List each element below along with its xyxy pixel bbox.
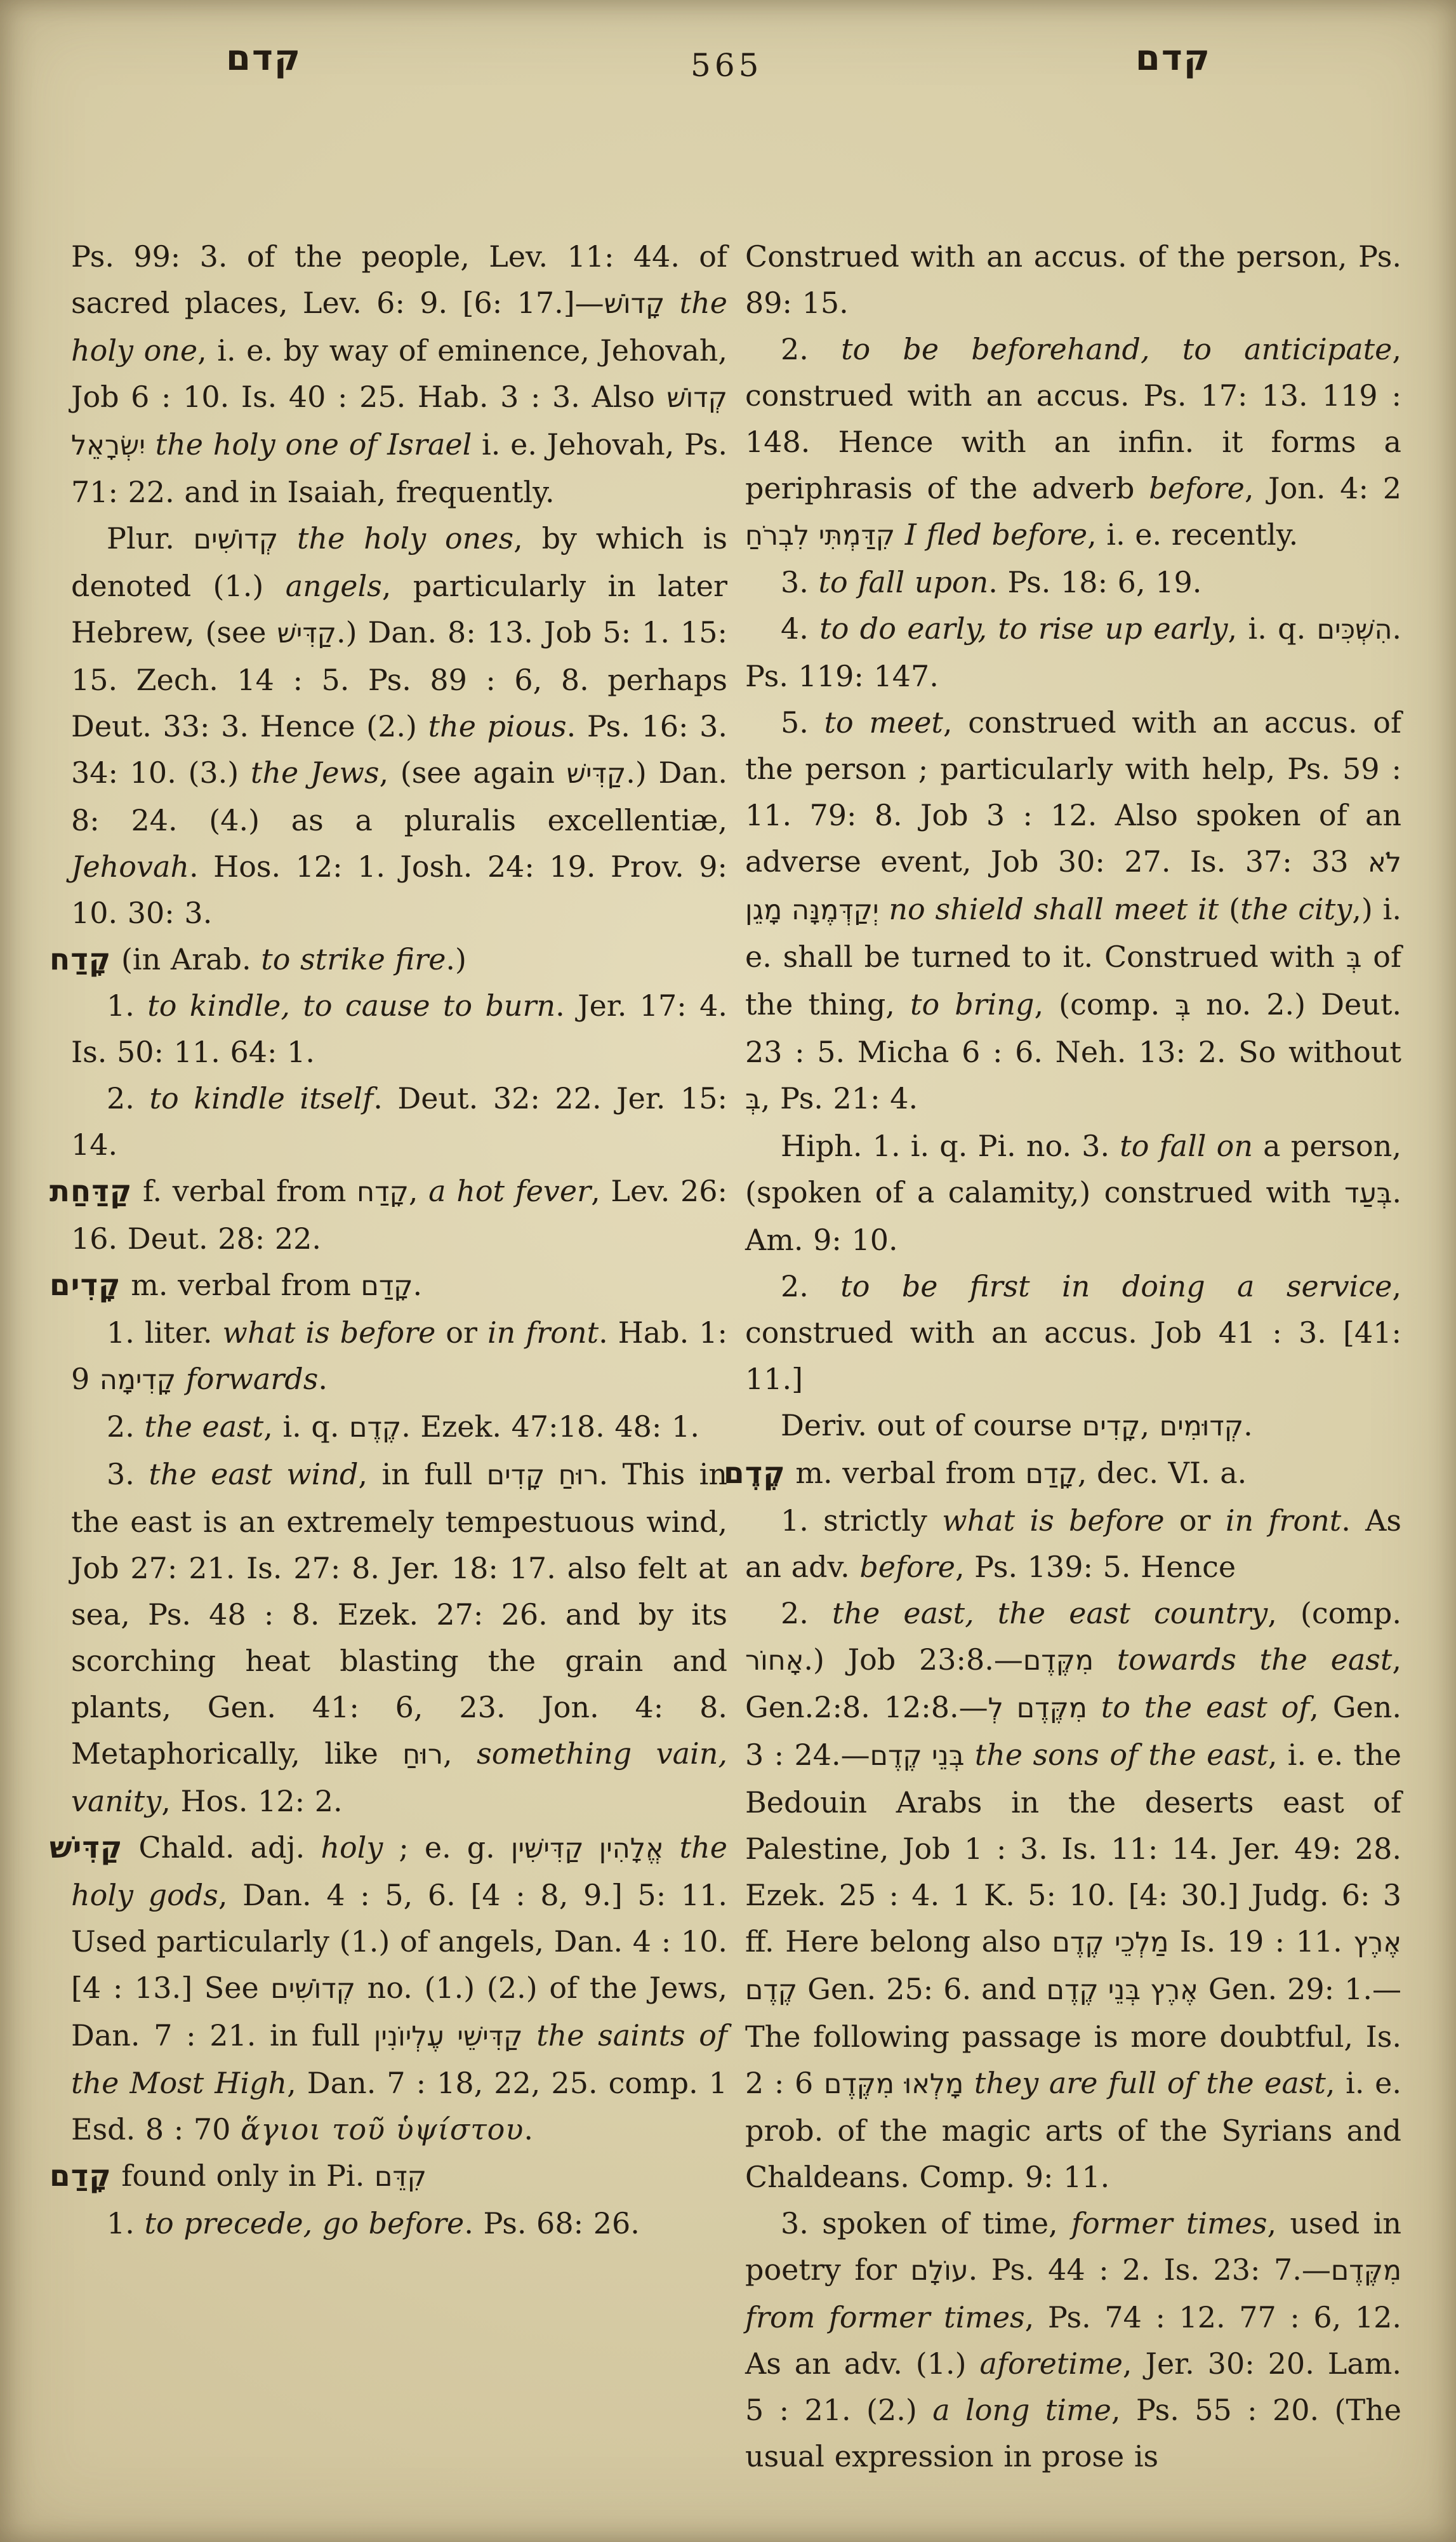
italic-gloss: the holy one of Israel	[145, 427, 472, 462]
text-run: Plur.	[107, 521, 194, 556]
sense-hiphil-2	[745, 1263, 1401, 1402]
italic-gloss: the Jews	[250, 755, 380, 790]
entry-qadam	[50, 2153, 727, 2200]
italic-gloss: the holy ones	[278, 521, 514, 556]
text-run: , (comp.	[1267, 1596, 1401, 1630]
text-run: Deriv. out of course	[781, 1408, 1082, 1442]
sense-1-qadam	[71, 2200, 727, 2247]
text-run: 2.	[781, 332, 842, 366]
text-run: , Ps. 55 : 20. (The usual expression in prose is	[745, 2393, 1402, 2473]
text-run: , Hos. 12: 2.	[161, 1784, 343, 1818]
hebrew-text: קֶדֶם	[349, 1412, 402, 1444]
text-run: 3. spoken of time,	[781, 2206, 1071, 2240]
hebrew-text: בְּ	[1175, 990, 1191, 1021]
sense-2-qadim	[71, 1404, 727, 1451]
sense-4-qadam	[745, 606, 1401, 700]
italic-gloss: to meet	[824, 705, 943, 740]
text-run: 1.	[107, 988, 148, 1023]
text-run: . Ezek. 47:18. 48: 1.	[401, 1409, 699, 1444]
text-run: . Ps. 68: 26.	[464, 2206, 640, 2240]
italic-gloss: towards the east	[1094, 1642, 1393, 1677]
text-run: , Gen. 3 : 24.—	[745, 1690, 1401, 1772]
sense-3-qadim	[71, 1451, 727, 1825]
italic-gloss: the city	[1240, 892, 1353, 926]
hebrew-text: קְדוֹשִׁים	[270, 1973, 356, 2005]
text-run: . Jer. 17: 4. Is. 50: 11. 64: 1.	[71, 988, 727, 1069]
hebrew-text: אֶרֶץ בְּנֵי קֶדֶם	[1046, 1974, 1198, 2006]
text-run: a person, (spoken of a calamity,) construed with	[745, 1129, 1401, 1209]
text-run: no. 2.) Deut. 23 : 5. Micha 6 : 6. Neh. 13: 2. So without	[745, 987, 1401, 1069]
italic-gloss: to be first in doing a service	[840, 1269, 1393, 1303]
entry-qaddish	[50, 1825, 727, 2153]
hebrew-text: מִקֶּדֶם	[1330, 2255, 1401, 2287]
text-run: Gen. 25: 6. and	[797, 1972, 1047, 2006]
hebrew-text: רוּחַ	[402, 1739, 444, 1771]
text-run: 2.	[107, 1081, 150, 1115]
page-number: 565	[691, 47, 763, 84]
text-run: , Ps. 74 : 12. 77 : 6, 12. As an adv. (1.)	[745, 2300, 1401, 2381]
text-run: ,	[408, 1174, 429, 1208]
hebrew-text: קָדִים	[1082, 1411, 1141, 1442]
italic-gloss: former times	[1071, 2206, 1267, 2240]
text-run: , i. q.	[263, 1409, 350, 1444]
sense-1-qedem	[745, 1498, 1401, 1590]
text-run: , construed with an accus. Job 41 : 3. [41: 11.]	[745, 1269, 1401, 1396]
greek-text: ἅγιοι τοῦ ὑψίστου	[241, 2112, 524, 2146]
text-run: . Ps. 16: 3. 34: 10. (3.)	[71, 709, 727, 790]
entry-qedem	[724, 1450, 1401, 1498]
text-run: Is. 19 : 11.	[1168, 1924, 1354, 1959]
text-run: , i. e. prob. of the magic arts of the Syrians and Chaldeans. Comp. 9: 11.	[745, 2066, 1401, 2194]
italic-gloss: in front	[487, 1315, 599, 1350]
hebrew-text: קָדִימָה	[99, 1364, 176, 1396]
italic-gloss: to precede, go before	[144, 2206, 465, 2240]
hebrew-text: קִדֵּם	[374, 2161, 427, 2193]
italic-gloss: no shield shall meet it	[878, 892, 1219, 926]
entry-continuation-qadosh	[71, 234, 727, 516]
sense-3-qadam	[745, 559, 1401, 606]
running-header	[0, 0, 1456, 152]
italic-gloss: the east	[144, 1409, 264, 1444]
entry-qaddachat	[50, 1168, 728, 1262]
hebrew-text: מָלְאוּ מִקֶּדֶם	[823, 2068, 964, 2100]
text-run: , Ps. 21: 4.	[760, 1081, 918, 1115]
hebrew-text: בְּעַד	[1344, 1178, 1393, 1209]
text-run: , in full	[358, 1457, 487, 1491]
hebrew-text: הִשְׁכִּים	[1316, 614, 1393, 646]
italic-gloss: to kindle itself	[149, 1081, 374, 1115]
sense-plural-qedoshim	[71, 516, 727, 936]
hebrew-text: בְּ	[745, 1084, 761, 1115]
text-run: m. verbal from	[785, 1456, 1026, 1490]
italic-gloss: from former times	[745, 2300, 1025, 2334]
text-run: .	[524, 2112, 533, 2146]
text-run: .)	[446, 942, 467, 976]
text-run: , Ps. 139: 5. Hence	[955, 1550, 1236, 1584]
italic-gloss: to the east of	[1087, 1690, 1310, 1724]
italic-gloss: to kindle, to cause to burn	[147, 988, 556, 1023]
text-run: .) Job 23:8.—	[804, 1642, 1023, 1677]
text-run: Construed with an accus. of the person, Ps. 89: 15.	[745, 239, 1401, 320]
italic-gloss: they are full of the east	[963, 2066, 1326, 2100]
hebrew-text: בְּ	[1346, 942, 1362, 974]
text-run: , i. e. recently.	[1087, 517, 1299, 552]
text-run: i. e. Jehovah, Ps. 71: 22. and in Isaiah, frequently.	[71, 427, 727, 509]
italic-gloss: to do early, to rise up early	[819, 611, 1228, 646]
hebrew-text: קְדוֹשׁ יִשְׂרָאֵל	[71, 382, 727, 462]
italic-gloss: to be beforehand, to anticipate	[841, 332, 1393, 366]
hebrew-text: עוֹלָם	[910, 2255, 969, 2287]
sense-hiphil-1	[745, 1123, 1401, 1263]
text-run: , i. q.	[1228, 611, 1317, 646]
italic-gloss: a hot fever	[428, 1174, 592, 1208]
text-run: 1. liter.	[107, 1315, 223, 1350]
hebrew-text: קֶדֶם	[724, 1456, 786, 1491]
sense-3-qedem	[745, 2200, 1401, 2480]
text-run	[176, 1362, 186, 1396]
italic-gloss: to fall upon	[818, 565, 989, 599]
italic-gloss: to fall on	[1120, 1129, 1254, 1163]
italic-gloss: angels	[285, 569, 382, 603]
text-columns	[0, 234, 1456, 2480]
entry-continuation-qadam	[745, 234, 1401, 326]
hebrew-text: קָדַח	[50, 942, 112, 977]
text-run: ,	[1140, 1408, 1160, 1442]
text-run: , by which is denoted (1.)	[71, 521, 728, 603]
sense-2-qadach	[71, 1075, 727, 1168]
text-run: 5.	[781, 705, 824, 740]
text-run: (	[1219, 892, 1241, 926]
sense-1-qadim	[71, 1310, 727, 1404]
text-run: , i. e. by way of eminence, Jehovah, Job 6 : 10. Is. 40 : 25. Hab. 3 : 3. Also	[71, 333, 728, 414]
entry-qadim	[50, 1262, 727, 1310]
text-run: of the thing,	[745, 940, 1402, 1021]
text-run: , dec. VI. a.	[1077, 1456, 1247, 1490]
text-run: Gen. 29: 1.—The following passage is more doubtful, Is. 2 : 6	[745, 1972, 1401, 2100]
text-run: , (comp.	[1034, 987, 1175, 1021]
text-run: , Jon. 4: 2	[1244, 471, 1402, 505]
sense-1-qadach	[71, 983, 727, 1075]
running-head-right: קדם	[1135, 37, 1211, 79]
italic-gloss: to strike fire	[261, 942, 446, 976]
italic-gloss: the pious	[428, 709, 567, 743]
text-run: 2.	[781, 1269, 841, 1303]
hebrew-text: מַלְכֵי קֶדֶם	[1052, 1927, 1169, 1959]
hebrew-text: קַדִּישׁ	[50, 1830, 123, 1865]
text-run: or	[1164, 1503, 1226, 1538]
sense-2-qedem	[745, 1590, 1401, 2200]
hebrew-text: קָדוֹשׁ	[604, 288, 665, 320]
hebrew-text: קְדוּמִים	[1159, 1411, 1244, 1442]
hebrew-text: קָדַם	[361, 1270, 413, 1302]
italic-gloss: what is before	[942, 1503, 1165, 1538]
italic-gloss: I fled before	[895, 517, 1088, 552]
italic-gloss: to bring	[910, 987, 1035, 1021]
text-run: 1. strictly	[781, 1503, 943, 1538]
text-run: 3.	[781, 565, 819, 599]
text-run: . Ps. 44 : 2. Is. 23: 7.—	[968, 2253, 1331, 2287]
text-run: 3.	[107, 1457, 149, 1491]
text-run: , i. e. the Bedouin Arabs in the deserts east of Palestine, Job 1 : 3. Is. 11: 14. Jer. 49: 28. Ezek. 25 : 4. 1 K. 5: 10. [4: 30.] Judg. 6: 3 ff. Here belong also	[745, 1738, 1401, 1959]
text-run: no. (1.) (2.) of the Jews, Dan. 7 : 21. in full	[71, 1971, 727, 2053]
italic-gloss: forwards	[185, 1362, 319, 1396]
hebrew-text: אָחוֹר	[745, 1645, 804, 1677]
italic-gloss: what is before	[222, 1315, 436, 1350]
italic-gloss: something vain, vanity	[71, 1736, 727, 1818]
text-run: , construed with an accus. Ps. 17: 13. 119 : 148. Hence with an infin. it forms a periphrasis of the adverb	[745, 332, 1402, 505]
italic-gloss: the saints of the Most High	[71, 2018, 727, 2100]
hebrew-text: קְדוֹשִׁים	[193, 524, 279, 556]
text-run: , construed with an accus. of the person ; particularly with help, Ps. 59 : 11. 79: 8. Job 3 : 12. Also spoken of an adverse event, Job 30: 27. Is. 37: 33	[745, 705, 1401, 879]
hebrew-text: קָדַם	[50, 2159, 112, 2193]
hebrew-text: קָדִים	[50, 1268, 121, 1303]
text-run: (in Arab.	[111, 942, 261, 976]
text-run: . Hos. 12: 1. Josh. 24: 19. Prov. 9: 10. 30: 3.	[71, 849, 727, 930]
hebrew-text: קַדַּחַת	[50, 1174, 133, 1209]
italic-gloss: the east, the east country	[831, 1596, 1268, 1630]
hebrew-text: קִדַּמְתִּי לִבְרֹחַ	[745, 520, 896, 552]
text-run: .) Dan. 8: 24. (4.) as a pluralis excellentiæ,	[71, 755, 727, 837]
text-run: Ps. 99: 3. of the people, Lev. 11: 44. of sacred places, Lev. 6: 9. [6: 17.]—	[71, 239, 727, 320]
left-column	[50, 234, 728, 2480]
text-run: .	[1243, 1408, 1253, 1442]
italic-gloss: aforetime	[979, 2346, 1123, 2381]
italic-gloss: in front	[1225, 1503, 1342, 1538]
text-run: m. verbal from	[121, 1268, 361, 1302]
text-run: , (see again	[379, 755, 567, 790]
text-run: .) Dan. 8: 13. Job 5: 1. 15: 15. Zech. 14 : 5. Ps. 89 : 6, 8. perhaps Deut. 33: 3. Hence (2.)	[71, 615, 727, 743]
hebrew-text: לֹא יְקַדְּמֶנָּה מָגֵן	[745, 847, 1401, 926]
italic-gloss: before	[1149, 471, 1245, 505]
text-run: . As an adv.	[745, 1503, 1401, 1584]
text-run: Chald. adj.	[122, 1830, 321, 1865]
text-run: Hiph. 1. i. q. Pi. no. 3.	[781, 1129, 1120, 1163]
text-run: . Hab. 1: 9	[71, 1315, 728, 1396]
text-run: . This in the east is an extremely tempestuous wind, Job 27: 21. Is. 27: 8. Jer. 18: 17. also felt at sea, Ps. 48 : 8. Ezek. 27: 26. and by its scorching heat blasting the grain and plants, Gen. 41: 6, 23. Jon. 4: 8. Metaphorically, like	[71, 1457, 727, 1771]
text-run: .	[318, 1362, 328, 1396]
text-run: ; e. g.	[383, 1830, 511, 1865]
text-run: 2.	[781, 1596, 832, 1630]
sense-5-qadam	[745, 700, 1401, 1123]
hebrew-text: קַדִּישׁ	[277, 618, 337, 649]
entry-qadach	[50, 936, 727, 983]
text-run: , Gen.2:8. 12:8.—	[745, 1642, 1401, 1724]
text-run: . Ps. 18: 6, 19.	[988, 565, 1202, 599]
text-run: , Dan. 7 : 18, 22, 25. comp. 1 Esd. 8 : 70	[71, 2066, 727, 2146]
text-run: 4.	[781, 611, 820, 646]
text-run: .	[413, 1268, 423, 1302]
text-run: . Deut. 32: 22. Jer. 15: 14.	[71, 1081, 727, 1162]
italic-gloss: the sons of the east	[964, 1738, 1268, 1772]
text-run: , Dan. 4 : 5, 6. [4 : 8, 9.] 5: 11. Used particularly (1.) of angels, Dan. 4 : 10. [4 : 13.] See	[71, 1878, 727, 2005]
hebrew-text: בְּנֵי קֶדֶם	[870, 1740, 965, 1772]
text-run: . Am. 9: 10.	[745, 1175, 1401, 1257]
hebrew-text: מִקֶּדֶם לְ	[988, 1693, 1087, 1724]
hebrew-text: אֱלָהִין קַדִּישִׁין	[510, 1833, 664, 1865]
text-run: or	[435, 1315, 487, 1350]
text-run: , used in poetry for	[745, 2206, 1401, 2287]
sense-2-qadam	[745, 326, 1401, 559]
hebrew-text: קָדַם	[1025, 1458, 1078, 1490]
text-run: 2.	[107, 1409, 145, 1444]
italic-gloss: holy	[321, 1830, 383, 1865]
running-head-left: קדם	[226, 37, 302, 79]
text-run: . Ps. 119: 147.	[745, 611, 1402, 693]
text-run: , particularly in later Hebrew, (see	[71, 569, 728, 649]
hebrew-text: קַדִּישׁ	[566, 758, 626, 790]
hebrew-text: מִקֶּדֶם	[1023, 1645, 1094, 1677]
italic-gloss: Jehovah	[71, 849, 190, 884]
text-run: found only in Pi.	[111, 2159, 374, 2193]
hebrew-text: קָדַח	[357, 1176, 409, 1208]
hebrew-text: קַדִּישֵׁי עֶלְיוֹנִין	[373, 2021, 523, 2053]
hebrew-text: אֶרֶץ קֶדֶם	[745, 1927, 1401, 2006]
hebrew-text: רוּחַ קָדִים	[486, 1460, 599, 1491]
italic-gloss: the holy gods	[71, 1830, 727, 1912]
text-run: ,) i. e. shall be turned to it. Construed with	[745, 892, 1401, 974]
text-run: ,	[443, 1736, 477, 1771]
text-run: 1.	[107, 2206, 145, 2240]
text-run: f. verbal from	[132, 1174, 357, 1208]
italic-gloss: a long time	[932, 2393, 1111, 2427]
italic-gloss: before	[859, 1550, 955, 1584]
text-run: , Lev. 26: 16. Deut. 28: 22.	[71, 1174, 728, 1256]
text-run: , Jer. 30: 20. Lam. 5 : 21. (2.)	[745, 2346, 1401, 2427]
derivatives-note	[745, 1402, 1401, 1450]
italic-gloss: the east wind	[149, 1457, 359, 1491]
right-column	[724, 234, 1402, 2480]
italic-gloss: the holy one	[71, 286, 727, 368]
